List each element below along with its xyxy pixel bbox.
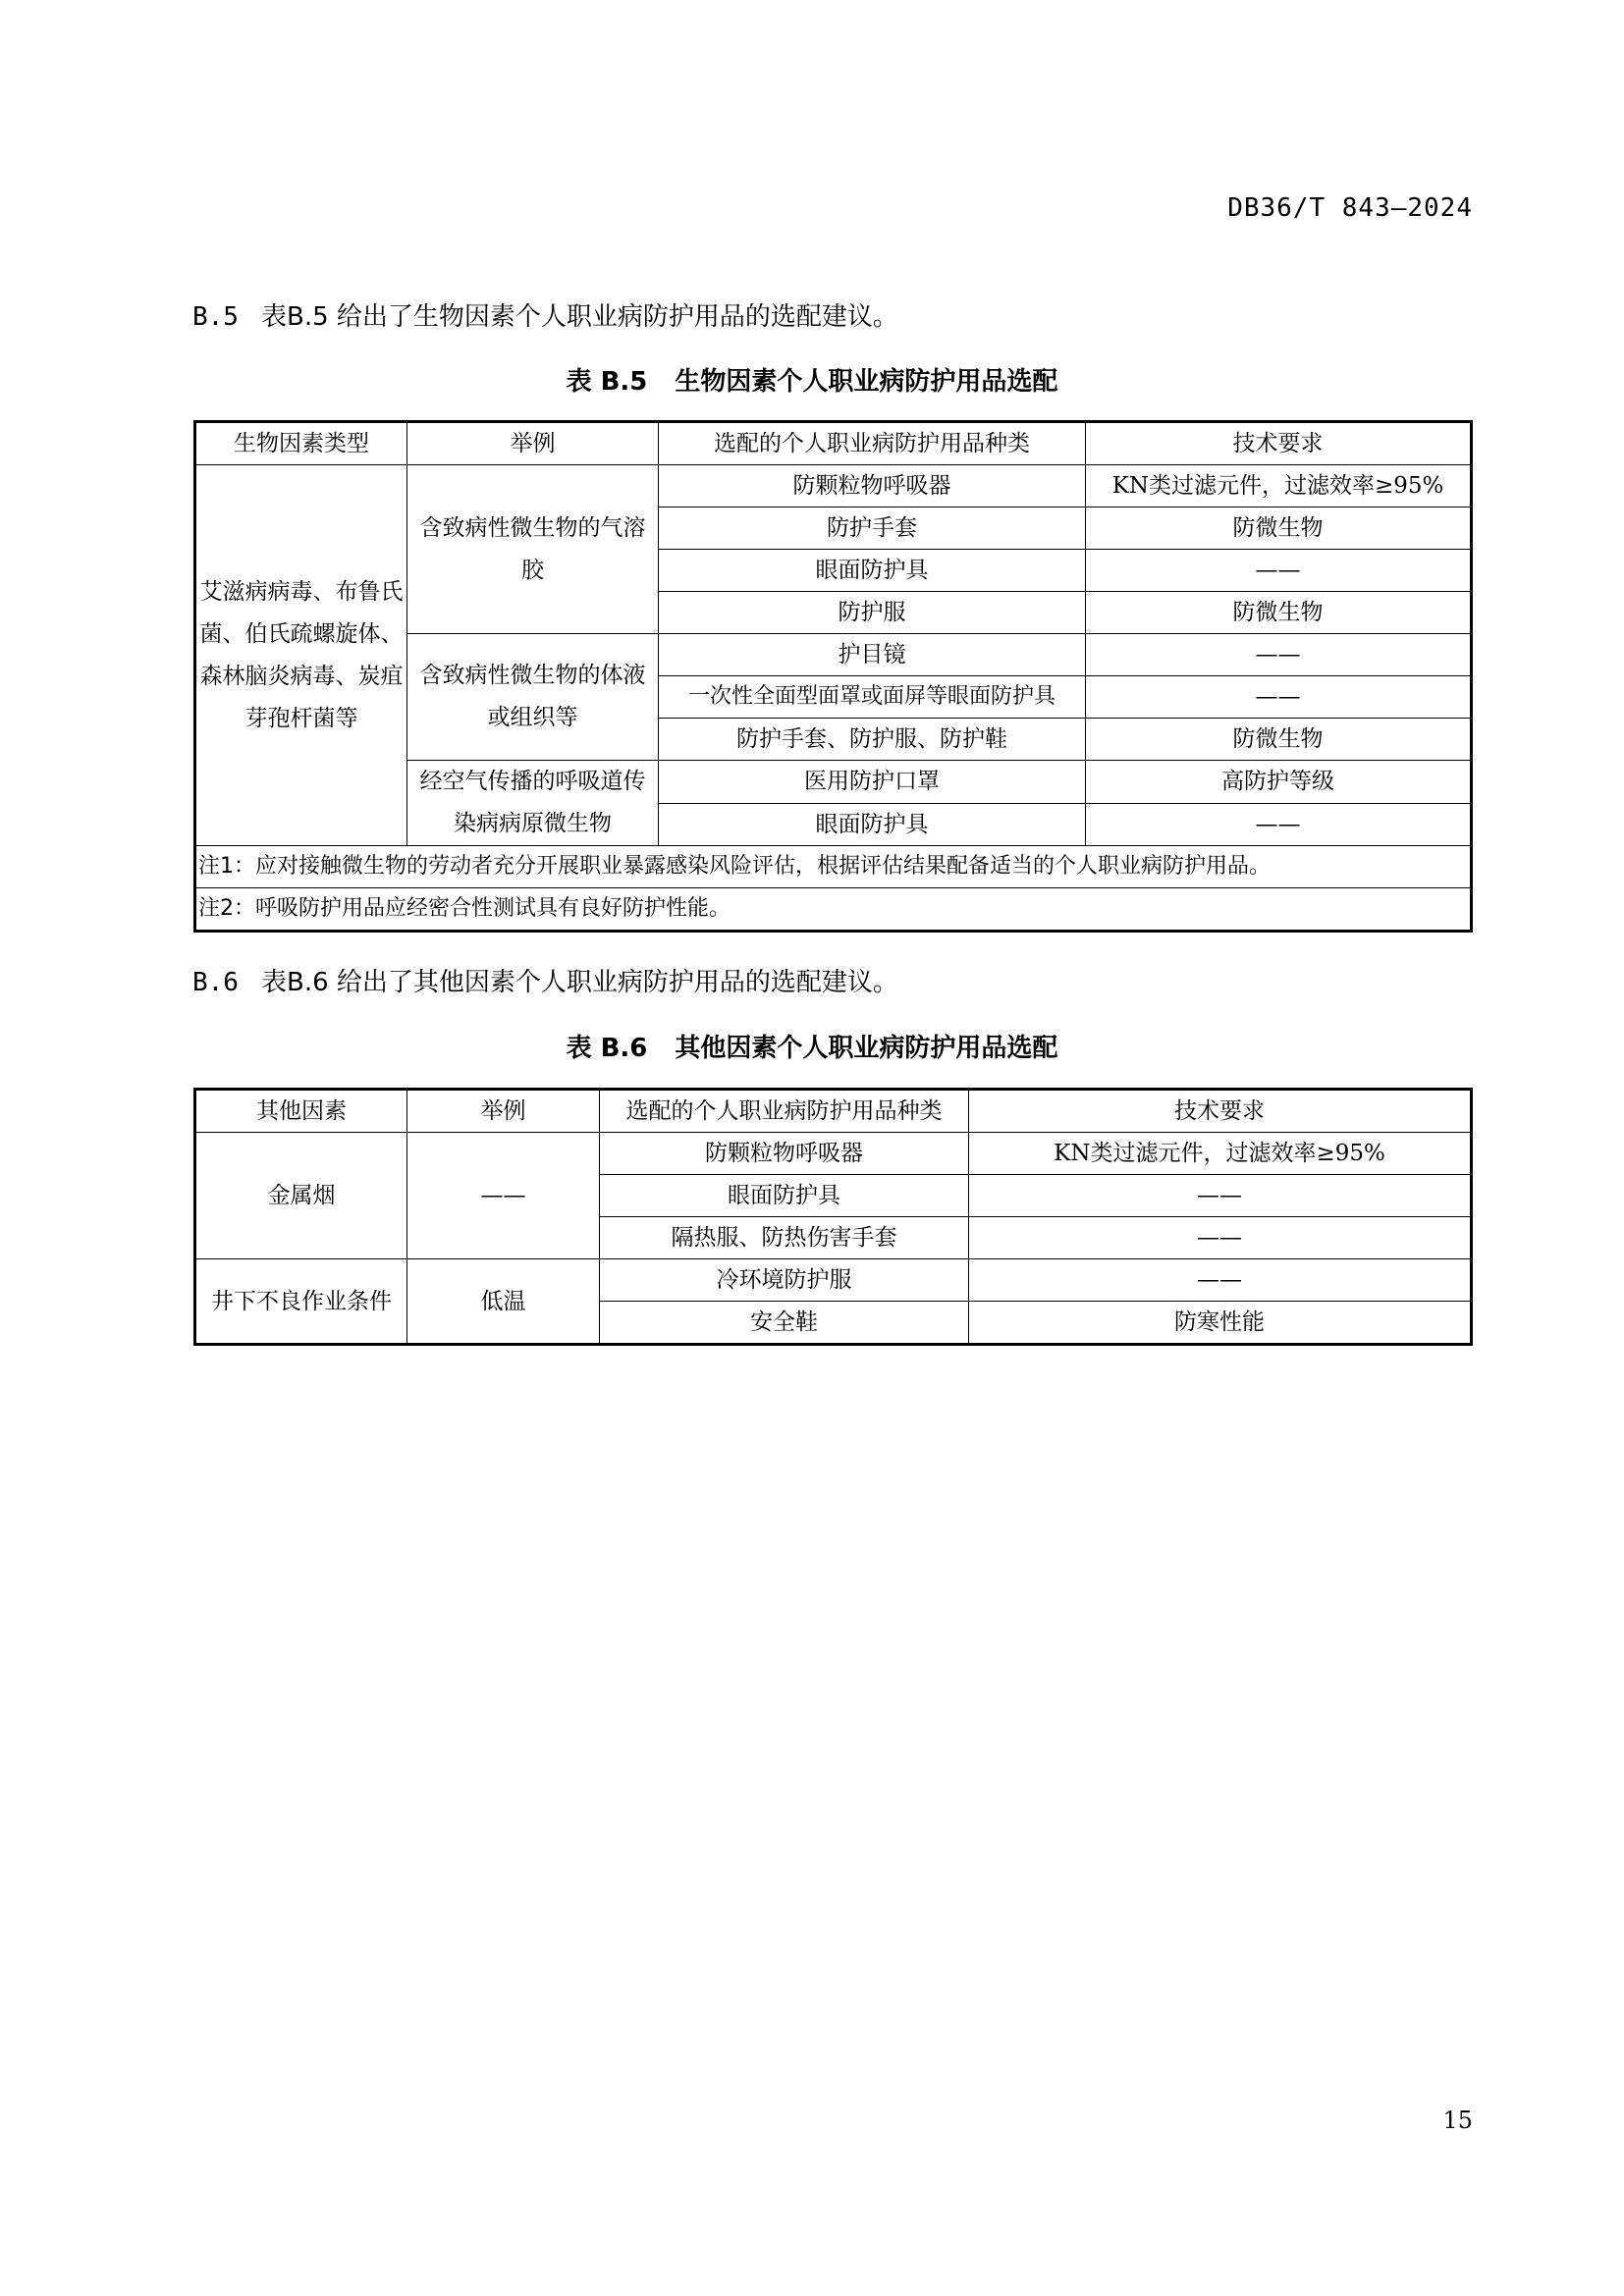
section-text: 表B.6 给出了其他因素个人职业病防护用品的选配建议。 bbox=[261, 968, 898, 997]
item-cell: 防护手套 bbox=[659, 507, 1086, 550]
item-cell: 眼面防护具 bbox=[659, 803, 1086, 846]
requirement-cell: 防微生物 bbox=[1086, 592, 1472, 634]
table-note bbox=[195, 888, 1472, 932]
document-code: DB36/T 843—2024 bbox=[1227, 193, 1473, 223]
table-note bbox=[195, 846, 1472, 888]
requirement-cell: —— bbox=[969, 1217, 1472, 1259]
section-number: B.6 bbox=[192, 968, 239, 997]
example-cell: 经空气传播的呼吸道传染病病原微生物 bbox=[407, 761, 659, 846]
header-cell: 其他因素 bbox=[195, 1090, 407, 1133]
item-cell: 一次性全面型面罩或面屏等眼面防护具 bbox=[659, 676, 1086, 719]
section-b6-paragraph bbox=[192, 962, 898, 998]
example-cell: 含致病性微生物的气溶胶 bbox=[407, 465, 659, 634]
example-cell: 含致病性微生物的体液或组织等 bbox=[407, 634, 659, 761]
example-cell: 低温 bbox=[407, 1259, 600, 1345]
header-cell: 生物因素类型 bbox=[195, 422, 407, 465]
header-row bbox=[195, 422, 1472, 465]
item-cell: 防颗粒物呼吸器 bbox=[600, 1133, 969, 1175]
caption-number: 表 B.6 bbox=[566, 1034, 648, 1063]
note-row bbox=[195, 888, 1472, 932]
header-row bbox=[195, 1090, 1472, 1133]
factor-type-cell: 艾滋病病毒、布鲁氏菌、伯氏疏螺旋体、森林脑炎病毒、炭疽芽孢杆菌等 bbox=[195, 465, 407, 846]
table-b6-caption bbox=[0, 1028, 1624, 1064]
item-cell: 隔热服、防热伤害手套 bbox=[600, 1217, 969, 1259]
table-row bbox=[195, 1259, 1472, 1302]
table-b5-caption bbox=[0, 361, 1624, 398]
requirement-cell: 防微生物 bbox=[1086, 507, 1472, 550]
header-cell: 举例 bbox=[407, 422, 659, 465]
item-cell: 医用防护口罩 bbox=[659, 761, 1086, 804]
requirement-cell: 高防护等级 bbox=[1086, 761, 1472, 804]
section-number: B.5 bbox=[192, 302, 239, 332]
note-text: 呼吸防护用品应经密合性测试具有良好防护性能。 bbox=[255, 896, 731, 921]
table-row bbox=[195, 1133, 1472, 1175]
header-cell: 举例 bbox=[407, 1090, 600, 1133]
note-label: 注2： bbox=[198, 896, 255, 921]
note-row bbox=[195, 846, 1472, 888]
factor-cell: 井下不良作业条件 bbox=[195, 1259, 407, 1345]
factor-cell: 金属烟 bbox=[195, 1133, 407, 1259]
item-cell: 防护手套、防护服、防护鞋 bbox=[659, 719, 1086, 761]
requirement-cell: KN类过滤元件，过滤效率≥95% bbox=[969, 1133, 1472, 1175]
requirement-cell: —— bbox=[1086, 550, 1472, 592]
item-cell: 防护服 bbox=[659, 592, 1086, 634]
table-row bbox=[195, 465, 1472, 507]
table-b5 bbox=[193, 420, 1473, 933]
item-cell: 眼面防护具 bbox=[659, 550, 1086, 592]
item-cell: 眼面防护具 bbox=[600, 1175, 969, 1217]
note-label: 注1： bbox=[198, 854, 255, 879]
requirement-cell: 防寒性能 bbox=[969, 1302, 1472, 1345]
requirement-cell: —— bbox=[1086, 803, 1472, 846]
header-cell: 技术要求 bbox=[969, 1090, 1472, 1133]
requirement-cell: 防微生物 bbox=[1086, 719, 1472, 761]
item-cell: 冷环境防护服 bbox=[600, 1259, 969, 1302]
table-b6 bbox=[193, 1088, 1473, 1346]
item-cell: 安全鞋 bbox=[600, 1302, 969, 1345]
requirement-cell: KN类过滤元件，过滤效率≥95% bbox=[1086, 465, 1472, 507]
item-cell: 护目镜 bbox=[659, 634, 1086, 676]
requirement-cell: —— bbox=[1086, 676, 1472, 719]
requirement-cell: —— bbox=[1086, 634, 1472, 676]
section-text: 表B.5 给出了生物因素个人职业病防护用品的选配建议。 bbox=[261, 302, 898, 332]
item-cell: 防颗粒物呼吸器 bbox=[659, 465, 1086, 507]
header-cell: 选配的个人职业病防护用品种类 bbox=[600, 1090, 969, 1133]
caption-title: 其他因素个人职业病防护用品选配 bbox=[675, 1034, 1058, 1063]
requirement-cell: —— bbox=[969, 1259, 1472, 1302]
caption-number: 表 B.5 bbox=[566, 367, 648, 397]
page-number: 15 bbox=[1442, 2107, 1473, 2134]
header-cell: 选配的个人职业病防护用品种类 bbox=[659, 422, 1086, 465]
note-text: 应对接触微生物的劳动者充分开展职业暴露感染风险评估，根据评估结果配备适当的个人职业病防护用品。 bbox=[255, 854, 1272, 879]
requirement-cell: —— bbox=[969, 1175, 1472, 1217]
example-cell: —— bbox=[407, 1133, 600, 1259]
caption-title: 生物因素个人职业病防护用品选配 bbox=[675, 367, 1058, 397]
header-cell: 技术要求 bbox=[1086, 422, 1472, 465]
section-b5-paragraph bbox=[192, 296, 898, 333]
